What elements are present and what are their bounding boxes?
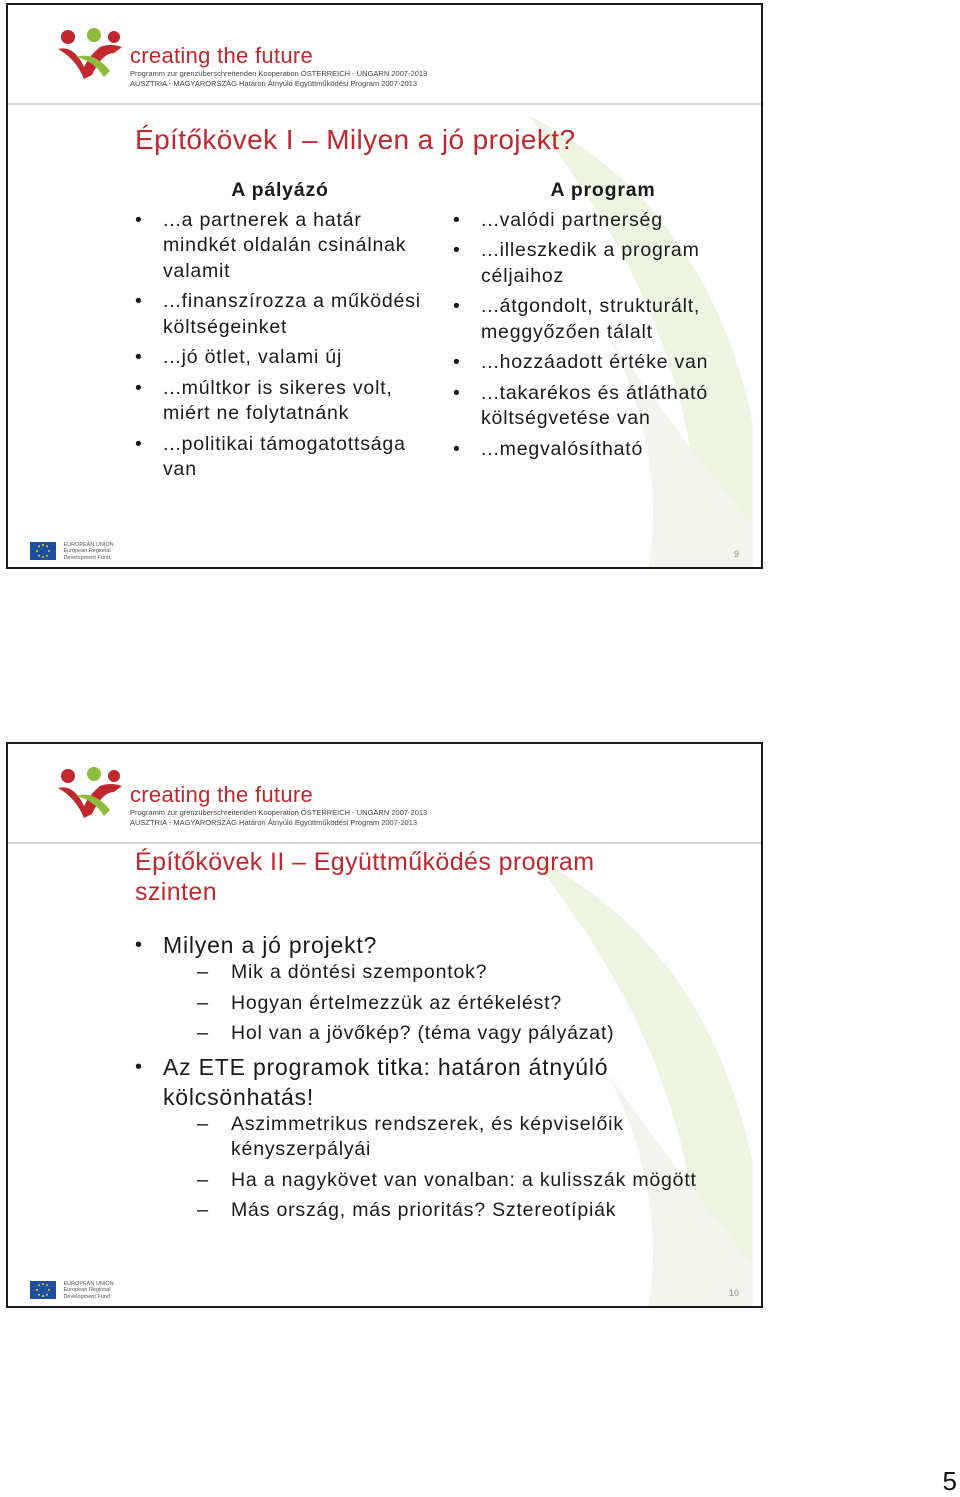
list-item: • ...illeszkedik a program céljaihoz bbox=[453, 238, 753, 289]
applicant-column bbox=[135, 178, 425, 488]
column-heading: A program bbox=[550, 179, 656, 201]
creating-the-future-logo-icon bbox=[54, 766, 126, 822]
eu-logo bbox=[30, 542, 114, 562]
sub-bullet-item: – Hogyan értelmezzük az értékelést? bbox=[197, 991, 735, 1017]
logo-title: creating the future bbox=[130, 782, 314, 807]
creating-the-future-logo-icon bbox=[54, 27, 126, 83]
list-item: • ...finanszírozza a működési költségeinket bbox=[135, 289, 425, 340]
sub-bullet-item: – Aszimmetrikus rendszerek, és képviselőik kényszerpályái bbox=[197, 1112, 735, 1163]
column-heading: A pályázó bbox=[231, 179, 329, 201]
slide-page-number: 10 bbox=[728, 1288, 739, 1298]
list-item: • ...hozzáadott értéke van bbox=[453, 350, 753, 376]
sub-bullet-item: – Más ország, más prioritás? Sztereotípiák bbox=[197, 1198, 735, 1224]
eu-flag-icon bbox=[30, 1281, 56, 1299]
list-item: • ...átgondolt, strukturált, meggyőzően tálalt bbox=[453, 294, 753, 345]
slide-header bbox=[8, 744, 761, 844]
logo-subtitle: Programm zur grenzüberschreitenden Kooperation ÖSTERREICH - UNGARN 2007-2013 AUSZTRIA - MAGYARORSZÁG Határon Átnyúló Együttműködési Program 2007-2013 bbox=[130, 808, 428, 827]
bullet-list bbox=[135, 930, 735, 1229]
document-page-number: 5 bbox=[942, 1466, 957, 1496]
list-item: • ...takarékos és átlátható költségvetése van bbox=[453, 381, 753, 432]
eu-logo bbox=[30, 1281, 114, 1301]
slide-10 bbox=[6, 742, 763, 1308]
slide-title: Építőkövek II – Együttműködés program szinten bbox=[135, 848, 595, 906]
sub-bullet-item: – Hol van a jövőkép? (téma vagy pályázat) bbox=[197, 1021, 735, 1047]
slide-9 bbox=[6, 3, 763, 569]
list-item: • ...a partnerek a határ mindkét oldalán csinálnak valamit bbox=[135, 208, 425, 285]
list-item: • ...politikai támogatottsága van bbox=[135, 432, 425, 483]
list-item: • ...jó ötlet, valami új bbox=[135, 345, 425, 371]
eu-flag-icon bbox=[30, 542, 56, 560]
bullet-item: • Milyen a jó projekt? – Mik a döntési szempontok? – Hogyan értelmezzük az értékelést? – Hol van a jövőkép? (téma vagy pályázat) bbox=[135, 930, 735, 1047]
logo-subtitle: Programm zur grenzüberschreitenden Kooperation ÖSTERREICH - UNGARN 2007-2013 AUSZTRIA - MAGYARORSZÁG Határon Átnyúló Együttműködési Program 2007-2013 bbox=[130, 69, 428, 88]
program-column bbox=[453, 178, 753, 467]
eu-label: EUROPEAN UNION European Regional Development Fund bbox=[63, 541, 114, 561]
list-item: • ...valódi partnerség bbox=[453, 208, 753, 234]
bullet-item: • Az ETE programok titka: határon átnyúló kölcsönhatás! – Aszimmetrikus rendszerek, és képviselőik kényszerpályái – Ha a nagykövet van vonalban: a kulisszák mögött – Más ország, más prioritás? Sztereotípiák bbox=[135, 1052, 735, 1224]
logo-title: creating the future bbox=[130, 43, 314, 68]
sub-bullet-item: – Ha a nagykövet van vonalban: a kulisszák mögött bbox=[197, 1168, 735, 1194]
slide-title: Építőkövek I – Milyen a jó projekt? bbox=[135, 124, 576, 155]
sub-bullet-item: – Mik a döntési szempontok? bbox=[197, 960, 735, 986]
list-item: • ...múltkor is sikeres volt, miért ne folytatnánk bbox=[135, 376, 425, 427]
slide-page-number: 9 bbox=[733, 549, 739, 559]
slide-header bbox=[8, 5, 761, 105]
list-item: • ...megvalósítható bbox=[453, 437, 753, 463]
eu-label: EUROPEAN UNION European Regional Development Fund bbox=[63, 1280, 114, 1300]
